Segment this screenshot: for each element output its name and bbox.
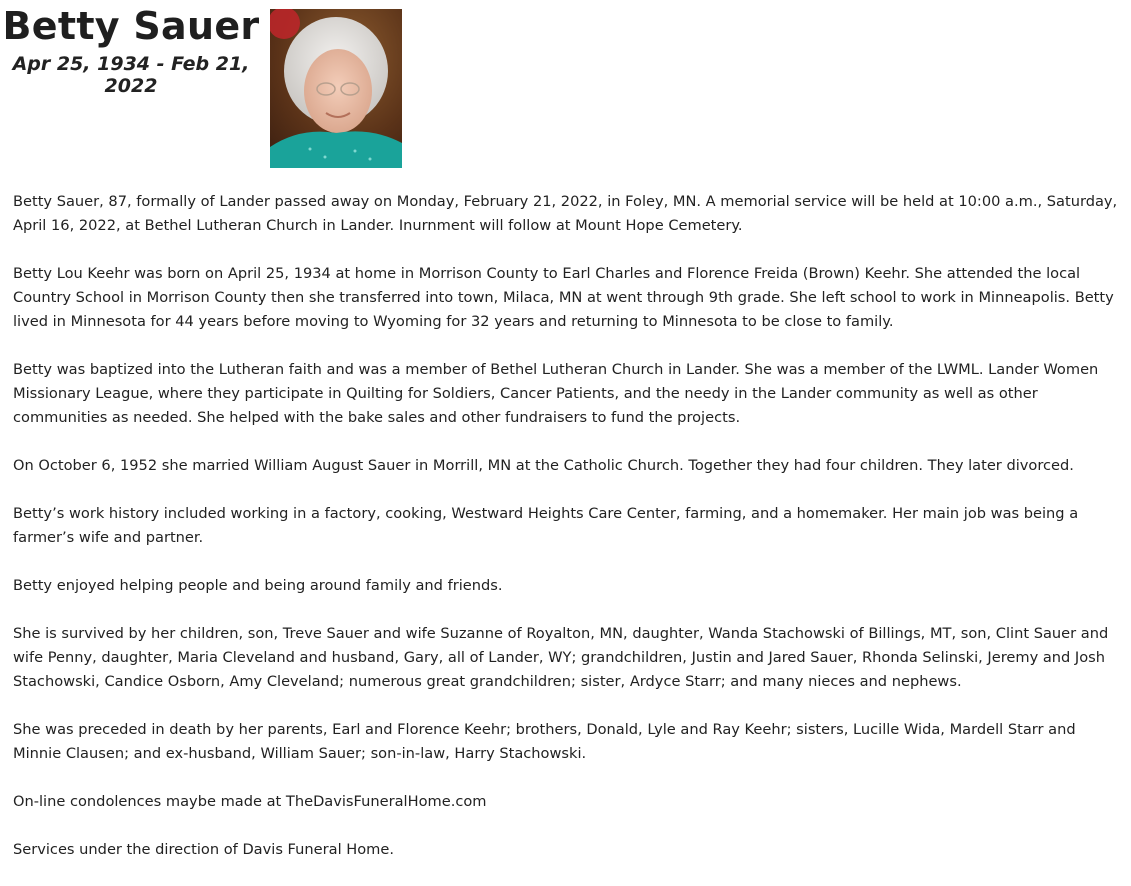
paragraph-faith: Betty was baptized into the Lutheran faith and was a member of Bethel Lutheran Church in Lander. She was a member of the LWML. Lander Women Missionary League, where they participate in Quilting for Soldiers, Cancer Patients, and the needy in the Lander community as well as other communities as needed. She helped with the bake sales and other fundraisers to fund the projects. [13,361,1099,426]
paragraph-marriage: On October 6, 1952 she married William August Sauer in Morrill, MN at the Catholic Church. Together they had four children. They later divorced. [13,457,1074,474]
paragraph-services: Services under the direction of Davis Funeral Home. [13,841,395,858]
obituary-header [0,0,1131,175]
paragraph-early-life: Betty Lou Keehr was born on April 25, 1934 at home in Morrison County to Earl Charles and Florence Freida (Brown) Keehr. She attended the local Country School in Morrison County then she transferred into town, Milaca, MN at went through 9th grade. She left school to work in Minneapolis. Betty lived in Minnesota for 44 years before moving to Wyoming for 32 years and returning to Minnesota to be close to family. [13,265,1114,330]
paragraph-work-history: Betty’s work history included working in a factory, cooking, Westward Heights Care Center, farming, and a homemaker. Her main job was being a farmer’s wife and partner. [13,505,1079,546]
obituary-text [13,190,1121,886]
portrait-image [270,9,402,168]
deceased-name: Betty Sauer [2,4,260,48]
life-dates: Apr 25, 1934 - Feb 21, 2022 [12,53,250,97]
name-block [0,0,262,97]
portrait-photo [270,9,402,168]
paragraph-interests: Betty enjoyed helping people and being around family and friends. [13,577,503,594]
paragraph-survivors: She is survived by her children, son, Treve Sauer and wife Suzanne of Royalton, MN, daughter, Wanda Stachowski of Billings, MT, son, Clint Sauer and wife Penny, daughter, Maria Cleveland and husband, Gary, all of Lander, WY; grandchildren, Justin and Jared Sauer, Rhonda Selinski, Jeremy and Josh Stachowski, Candice Osborn, Amy Cleveland; numerous great grandchildren; sister, Ardyce Starr; and many nieces and nephews. [13,625,1109,690]
paragraph-announcement: Betty Sauer, 87, formally of Lander passed away on Monday, February 21, 2022, in Foley, MN. A memorial service will be held at 10:00 a.m., Saturday, April 16, 2022, at Bethel Lutheran Church in Lander. Inurnment will follow at Mount Hope Cemetery. [13,193,1118,234]
paragraph-condolences: On-line condolences maybe made at TheDavisFuneralHome.com [13,793,487,810]
paragraph-preceded: She was preceded in death by her parents, Earl and Florence Keehr; brothers, Donald, Lyle and Ray Keehr; sisters, Lucille Wida, Mardell Starr and Minnie Clausen; and ex-husband, William Sauer; son-in-law, Harry Stachowski. [13,721,1076,762]
